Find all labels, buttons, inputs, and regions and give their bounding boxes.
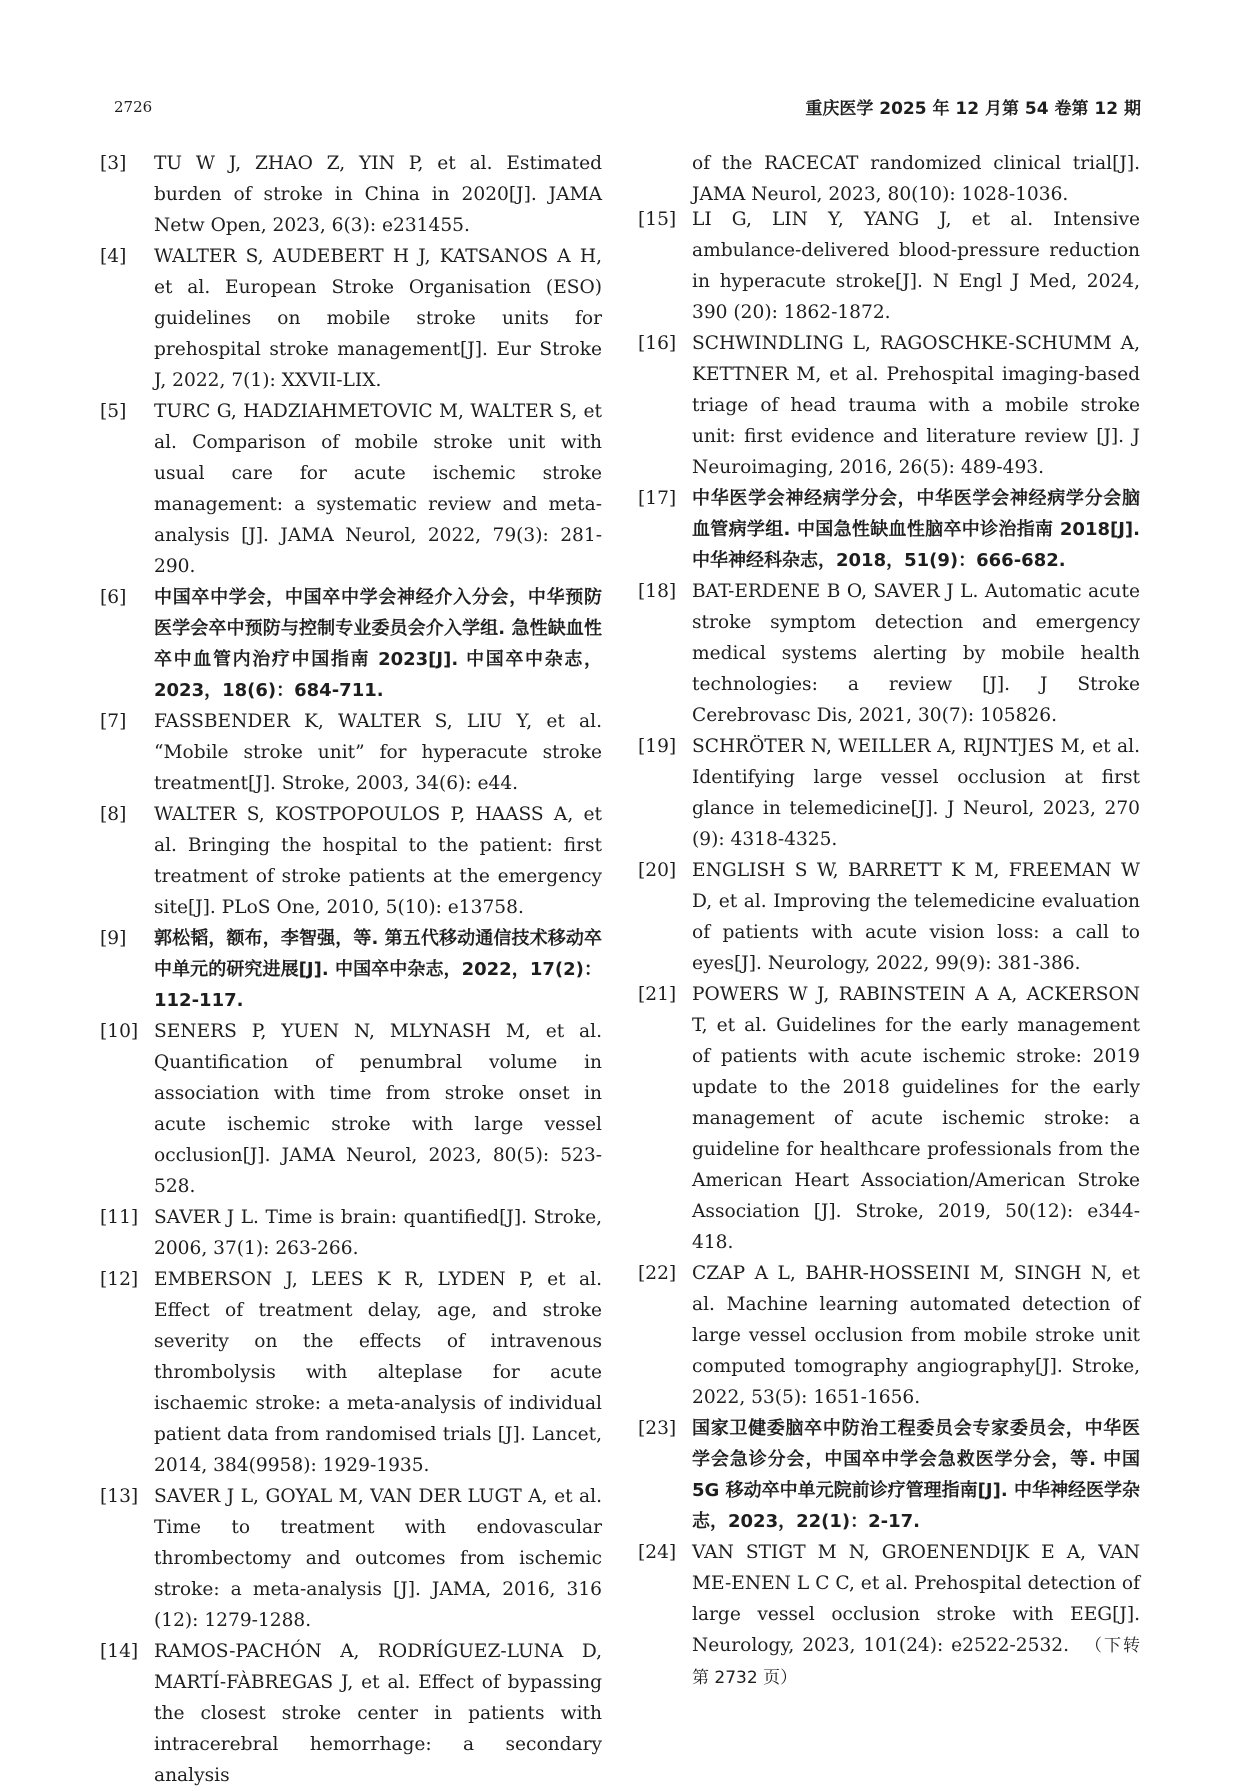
reference-item bbox=[100, 148, 602, 241]
reference-text: ENGLISH S W, BARRETT K M, FREEMAN W D, et al. Improving the telemedicine evaluation of patients with acute vision loss: a call to eyes[J]. Neurology, 2022, 99(9): 381-386. bbox=[692, 860, 1140, 974]
reference-text: WALTER S, AUDEBERT H J, KATSANOS A H, et al. European Stroke Organisation (ESO) guidelines on mobile stroke units for prehospital stroke management[J]. Eur Stroke J, 2022, 7(1): XXVII-LIX. bbox=[154, 246, 602, 391]
reference-item bbox=[638, 483, 1140, 576]
reference-number: [24] bbox=[638, 1542, 677, 1563]
reference-text: TURC G, HADZIAHMETOVIC M, WALTER S, et al. Comparison of mobile stroke unit with usual care for acute ischemic stroke management: a systematic review and meta-analysis [J]. JAMA Neurol, 2022, 79(3): 281-290. bbox=[154, 401, 602, 577]
reference-text: FASSBENDER K, WALTER S, LIU Y, et al. “Mobile stroke unit” for hyperacute stroke treatment[J]. Stroke, 2003, 34(6): e44. bbox=[154, 711, 602, 794]
reference-list-right bbox=[638, 204, 1140, 1694]
reference-item bbox=[100, 1481, 602, 1636]
continued-note: （下转第 2732 页） bbox=[692, 1636, 1140, 1688]
reference-text: WALTER S, KOSTPOPOULOS P, HAASS A, et al. Bringing the hospital to the patient: first treatment of stroke patients at the emergency site[J]. PLoS One, 2010, 5(10): e13758. bbox=[154, 804, 602, 918]
reference-list-left bbox=[100, 148, 602, 1791]
reference-number: [19] bbox=[638, 736, 677, 757]
reference-number: [23] bbox=[638, 1418, 677, 1439]
reference-number: [7] bbox=[100, 711, 127, 732]
reference-number: [8] bbox=[100, 804, 127, 825]
reference-number: [20] bbox=[638, 860, 677, 881]
reference-item bbox=[638, 204, 1140, 328]
reference-number: [5] bbox=[100, 401, 127, 422]
reference-text: SAVER J L. Time is brain: quantified[J]. Stroke, 2006, 37(1): 263-266. bbox=[154, 1207, 602, 1259]
reference-item bbox=[638, 1258, 1140, 1413]
right-column bbox=[638, 148, 1140, 1694]
reference-continuation: of the RACECAT randomized clinical trial[J]. JAMA Neurol, 2023, 80(10): 1028-1036. bbox=[692, 153, 1140, 205]
reference-item bbox=[638, 576, 1140, 731]
reference-text: 中华医学会神经病学分会，中华医学会神经病学分会脑血管病学组. 中国急性缺血性脑卒中诊治指南 2018[J]. 中华神经科杂志，2018，51(9)：666-682. bbox=[692, 488, 1140, 571]
reference-item bbox=[100, 396, 602, 582]
reference-number: [13] bbox=[100, 1486, 139, 1507]
reference-item bbox=[638, 1413, 1140, 1537]
reference-item bbox=[100, 1016, 602, 1202]
reference-item bbox=[100, 1202, 602, 1264]
reference-text: VAN STIGT M N, GROENENDIJK E A, VAN ME-ENEN L C C, et al. Prehospital detection of large vessel occlusion stroke with EEG[J]. Neurology, 2023, 101(24): e2522-2532. （下转第 2732 页） bbox=[692, 1542, 1140, 1688]
reference-number: [16] bbox=[638, 333, 677, 354]
reference-item bbox=[100, 241, 602, 396]
reference-item bbox=[100, 1636, 602, 1791]
reference-number: [11] bbox=[100, 1207, 139, 1228]
reference-number: [9] bbox=[100, 928, 127, 949]
reference-number: [6] bbox=[100, 587, 127, 608]
reference-text: 郭松韬，额布，李智强，等. 第五代移动通信技术移动卒中单元的研究进展[J]. 中国卒中杂志，2022，17(2)：112-117. bbox=[154, 928, 602, 1011]
reference-item bbox=[100, 799, 602, 923]
reference-number: [12] bbox=[100, 1269, 139, 1290]
reference-text: SCHRÖTER N, WEILLER A, RIJNTJES M, et al. Identifying large vessel occlusion at first glance in telemedicine[J]. J Neurol, 2023, 270 (9): 4318-4325. bbox=[692, 736, 1140, 850]
reference-text: SCHWINDLING L, RAGOSCHKE-SCHUMM A, KETTNER M, et al. Prehospital imaging-based triage of head trauma with a mobile stroke unit: first evidence and literature review [J]. J Neuroimaging, 2016, 26(5): 489-493. bbox=[692, 333, 1140, 478]
reference-text: BAT-ERDENE B O, SAVER J L. Automatic acute stroke symptom detection and emergency medical systems alerting by mobile health technologies: a review [J]. J Stroke Cerebrovasc Dis, 2021, 30(7): 105826. bbox=[692, 581, 1140, 726]
reference-number: [22] bbox=[638, 1263, 677, 1284]
reference-item bbox=[100, 706, 602, 799]
reference-number: [4] bbox=[100, 246, 127, 267]
reference-number: [3] bbox=[100, 153, 127, 174]
reference-text: CZAP A L, BAHR-HOSSEINI M, SINGH N, et al. Machine learning automated detection of large vessel occlusion from mobile stroke unit computed tomography angiography[J]. Stroke, 2022, 53(5): 1651-1656. bbox=[692, 1263, 1140, 1408]
reference-text: LI G, LIN Y, YANG J, et al. Intensive ambulance-delivered blood-pressure reduction in hyperacute stroke[J]. N Engl J Med, 2024, 390 (20): 1862-1872. bbox=[692, 209, 1140, 323]
reference-item bbox=[100, 582, 602, 706]
reference-number: [21] bbox=[638, 984, 677, 1005]
left-column bbox=[100, 148, 602, 1791]
reference-item bbox=[638, 731, 1140, 855]
reference-item bbox=[100, 1264, 602, 1481]
reference-item bbox=[638, 328, 1140, 483]
reference-number: [15] bbox=[638, 209, 677, 230]
reference-item bbox=[638, 979, 1140, 1258]
journal-header: 重庆医学 2025 年 12 月第 54 卷第 12 期 bbox=[805, 99, 1141, 119]
page-number: 2726 bbox=[114, 98, 153, 116]
reference-item bbox=[638, 1537, 1140, 1694]
reference-text: POWERS W J, RABINSTEIN A A, ACKERSON T, et al. Guidelines for the early management of patients with acute ischemic stroke: 2019 update to the 2018 guidelines for the early management of acute ischemic stroke: a guideline for healthcare professionals from the American Heart Association/American Stroke Association [J]. Stroke, 2019, 50(12): e344-418. bbox=[692, 984, 1140, 1253]
reference-text: SAVER J L, GOYAL M, VAN DER LUGT A, et al. Time to treatment with endovascular thrombectomy and outcomes from ischemic stroke: a meta-analysis [J]. JAMA, 2016, 316 (12): 1279-1288. bbox=[154, 1486, 602, 1631]
reference-number: [17] bbox=[638, 488, 677, 509]
reference-number: [14] bbox=[100, 1641, 139, 1662]
reference-item bbox=[100, 923, 602, 1016]
reference-text: EMBERSON J, LEES K R, LYDEN P, et al. Effect of treatment delay, age, and stroke severity on the effects of intravenous thrombolysis with alteplase for acute ischaemic stroke: a meta-analysis of individual patient data from randomised trials [J]. Lancet, 2014, 384(9958): 1929-1935. bbox=[154, 1269, 602, 1476]
reference-text: TU W J, ZHAO Z, YIN P, et al. Estimated burden of stroke in China in 2020[J]. JAMA Netw Open, 2023, 6(3): e231455. bbox=[154, 153, 602, 236]
reference-number: [18] bbox=[638, 581, 677, 602]
reference-item bbox=[638, 855, 1140, 979]
reference-text: 国家卫健委脑卒中防治工程委员会专家委员会，中华医学会急诊分会，中国卒中学会急救医学分会，等. 中国 5G 移动卒中单元院前诊疗管理指南[J]. 中华神经医学杂志，2023，22(1)：2-17. bbox=[692, 1418, 1140, 1532]
reference-text: SENERS P, YUEN N, MLYNASH M, et al. Quantification of penumbral volume in association with time from stroke onset in acute ischemic stroke with large vessel occlusion[J]. JAMA Neurol, 2023, 80(5): 523-528. bbox=[154, 1021, 602, 1197]
reference-text: RAMOS-PACHÓN A, RODRÍGUEZ-LUNA D, MARTÍ-FÀBREGAS J, et al. Effect of bypassing the closest stroke center in patients with intracerebral hemorrhage: a secondary analysis bbox=[154, 1641, 602, 1786]
reference-text: 中国卒中学会，中国卒中学会神经介入分会，中华预防医学会卒中预防与控制专业委员会介入学组. 急性缺血性卒中血管内治疗中国指南 2023[J]. 中国卒中杂志，2023，18(6)：684-711. bbox=[154, 587, 602, 701]
reference-number: [10] bbox=[100, 1021, 139, 1042]
